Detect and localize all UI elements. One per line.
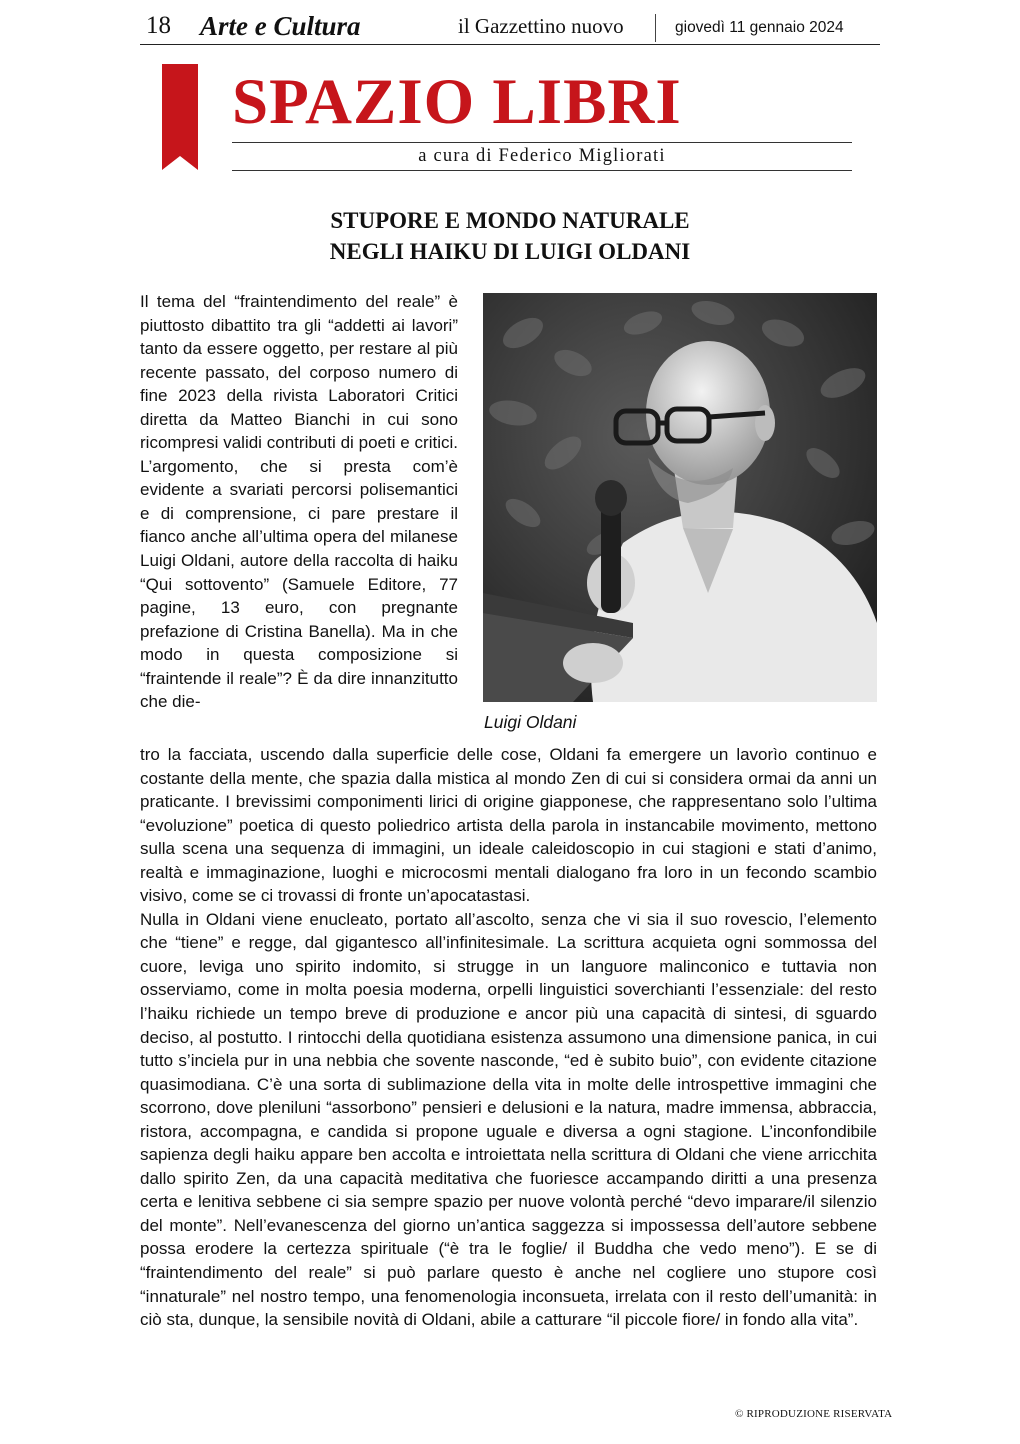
issue-date: giovedì 11 gennaio 2024 bbox=[675, 19, 844, 36]
newspaper-name: il Gazzettino nuovo bbox=[458, 14, 624, 38]
author-photo bbox=[483, 293, 877, 702]
article-intro-column bbox=[140, 290, 458, 714]
author-photo-image bbox=[483, 293, 877, 702]
column-title: SPAZIO LIBRI bbox=[232, 66, 682, 138]
article-body bbox=[140, 743, 877, 1332]
section-title: Arte e Cultura bbox=[200, 11, 361, 41]
page-number: 18 bbox=[146, 12, 171, 39]
column-curator: a cura di Federico Migliorati bbox=[418, 146, 666, 166]
article-paragraph: Nulla in Oldani viene enucleato, portato all’ascolto, senza che vi sia il suo rovescio, l’elemento che “tiene” e regge, dal gigantesco all’infinitesimale. La scrittura acquieta ogni sommossa del cuore, leviga uno spirito indomito, si strugge in un languore malinconico e tuttavia non osserviamo, come in molta poesia moderna, orpelli linguistici soverchianti l’essenziale: del resto l’haiku richiede un tempo breve di produzione e ancor più una capacità di sintesi, di sguardo deciso, al postutto. I rintocchi della quotidiana esistenza assumono una dimensione panica, in cui tutto s’inciela pur in una nebbia che sovente nasconde, “ed è subito buio”, con evidente citazione quasimodiana. C’è una sorta di sublimazione della vita in molte delle introspettive immagini che scorrono, dove pleniluni “assorbono” pensieri e delusioni e la natura, madre immensa, abbraccia, ristora, accompagna, e candida si propone uguale e diversa a ogni stagione. L’inconfondibile sapienza degli haiku appare ben accolta e introiettata nella scrittura di Oldani che viene arricchita dallo spirito Zen, da una capacità meditativa che fuoriesce accampando diritti a una presenza certa e lenitiva sebbene ci sia sempre spazio per nuove volontà perché “devo imparare/il silenzio del monte”. Nell’evanescenza del giorno un’antica saggezza si impossessa dell’autore sebbene possa erodere la certezza spirituale (“è tra le foglie/ il Buddha che vedo meno”). E se di “fraintendimento del reale” si può parlare questo è anche nel cogliere uno stupore così “innaturale” nel nostro tempo, una fenomenologia inconsueta, irrelata con il resto dell’umanità: in ciò sta, dunque, la sensibile novità di Oldani, abile a catturare “il piccole fiore/ in fondo alla vita”. bbox=[140, 909, 877, 1330]
photo-caption: Luigi Oldani bbox=[484, 712, 577, 732]
article-paragraph: Il tema del “fraintendimento del reale” è piuttosto dibattito tra gli “addetti ai lavori” tanto da essere oggetto, per restare al più recente passato, del corposo numero di fine 2023 della rivista Laboratori Critici diretta da Matteo Bianchi in cui sono ricompresi validi contributi di poeti e critici. L’argomento, che si presta com’è evidente a svariati percorsi polisemantici e di comprensione, ci pare prestare il fianco anche all’ultima opera del milanese Luigi Oldani, autore della raccolta di haiku “Qui sottovento” (Samuele Editore, 77 pagine, 13 euro, con pregnante prefazione di Cristina Banella). Ma in che modo in questa composizione si “fraintende il reale”? È da dire innanzitutto che die- bbox=[140, 292, 458, 712]
copyright-notice: © RIPRODUZIONE RISERVATA bbox=[735, 1408, 893, 1420]
bookmark-ribbon-icon bbox=[162, 64, 198, 170]
headline-line-1: STUPORE E MONDO NATURALE bbox=[330, 208, 690, 233]
masthead-rule-bottom bbox=[232, 170, 852, 171]
article-paragraph: tro la facciata, uscendo dalla superficie delle cose, Oldani fa emergere un lavorìo continuo e costante della mente, che spazia dalla mistica al mondo Zen di cui si considera ormai da anni un praticante. I brevissimi componimenti lirici di origine giapponese, che rappresentano solo l’ultima “evoluzione” poetica di questo poliedrico artista della parola in instancabile movimento, mettono sulla scena una sequenza di immagini, un ideale caleidoscopio in cui stagioni e stati d’animo, realtà e immaginazione, luoghi e microcosmi mentali dialogano fra loro in un fecondo scambio visivo, come se ci trovassi di fronte un’apocatastasi. bbox=[140, 745, 877, 906]
page-header bbox=[140, 8, 880, 45]
masthead-rule-top bbox=[232, 142, 852, 143]
article-headline bbox=[140, 205, 880, 267]
header-divider bbox=[655, 14, 656, 42]
headline-line-2: NEGLI HAIKU DI LUIGI OLDANI bbox=[329, 239, 691, 264]
